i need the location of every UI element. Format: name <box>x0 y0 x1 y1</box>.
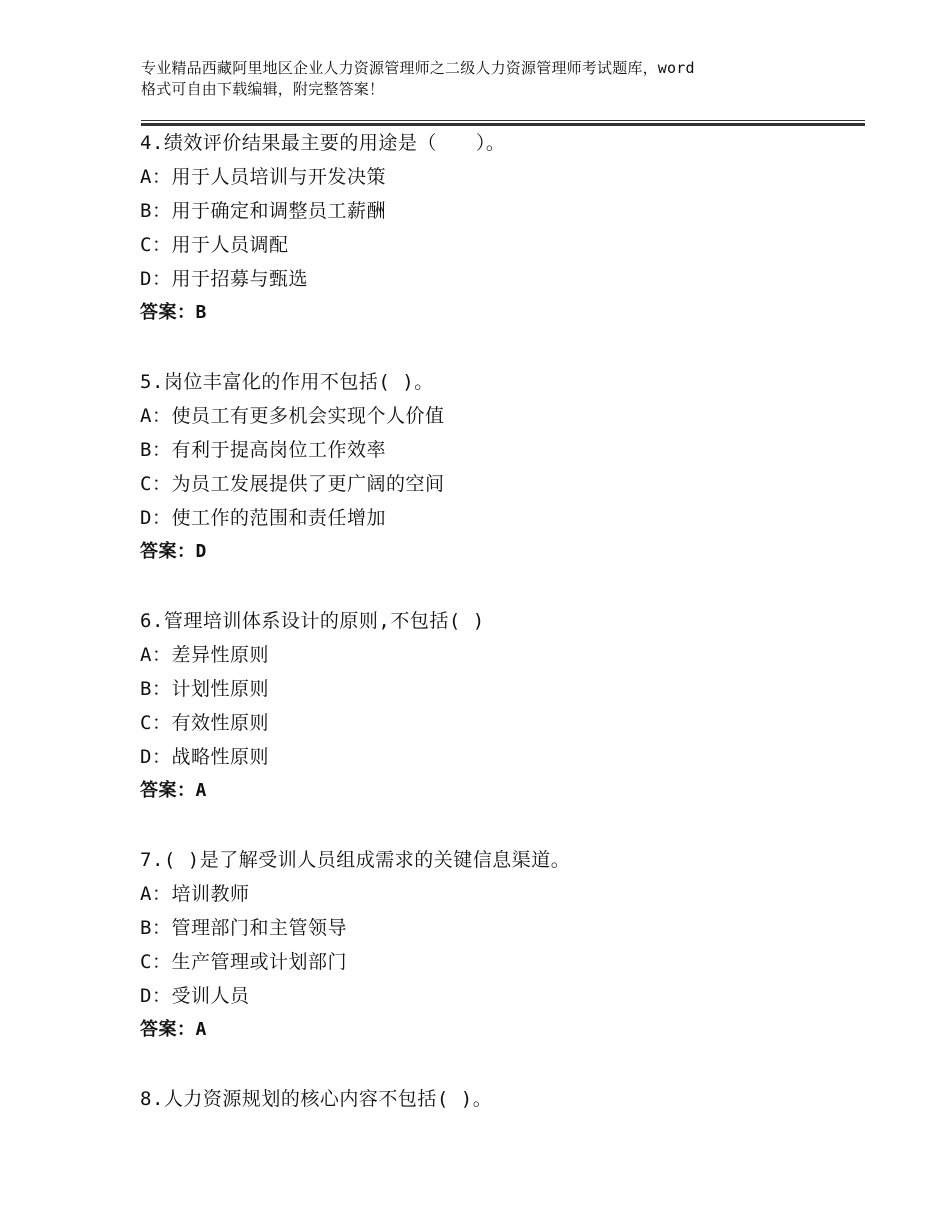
question-stem: 5.岗位丰富化的作用不包括( )。 <box>140 371 434 393</box>
answer-line <box>140 1013 860 1047</box>
option-c: C：用于人员调配 <box>140 234 289 256</box>
option-b: B：管理部门和主管领导 <box>140 917 347 939</box>
option-a: A：使员工有更多机会实现个人价值 <box>140 405 445 427</box>
answer-label: 答案： <box>140 1019 196 1040</box>
option-a: A：差异性原则 <box>140 644 269 666</box>
question-6 <box>140 604 860 808</box>
question-stem: 7.( )是了解受训人员组成需求的关键信息渠道。 <box>140 849 571 871</box>
option-c: C：有效性原则 <box>140 712 269 734</box>
option-a: A：用于人员培训与开发决策 <box>140 166 386 188</box>
answer-value: A <box>195 780 207 801</box>
answer-label: 答案： <box>140 780 196 801</box>
option-b: B：有利于提高岗位工作效率 <box>140 439 386 461</box>
answer-label: 答案： <box>140 541 196 562</box>
answer-value: A <box>195 1019 207 1040</box>
option-d: D：受训人员 <box>140 985 250 1007</box>
option-d: D：使工作的范围和责任增加 <box>140 507 386 529</box>
header-divider-thin <box>141 120 865 121</box>
answer-line <box>140 296 860 330</box>
question-stem: 6.管理培训体系设计的原则,不包括( ) <box>140 610 485 632</box>
header-line-2: 格式可自由下载编辑，附完整答案！ <box>141 80 385 98</box>
question-4 <box>140 126 860 330</box>
question-stem: 8.人力资源规划的核心内容不包括( )。 <box>140 1088 493 1110</box>
document-header <box>141 58 841 100</box>
answer-line <box>140 774 860 808</box>
question-stem: 4.绩效评价结果最主要的用途是（ ）。 <box>140 132 506 154</box>
option-c: C：生产管理或计划部门 <box>140 951 347 973</box>
answer-value: D <box>195 541 207 562</box>
option-b: B：用于确定和调整员工薪酬 <box>140 200 386 222</box>
option-a: A：培训教师 <box>140 883 250 905</box>
answer-label: 答案： <box>140 302 196 323</box>
question-8 <box>140 1082 860 1116</box>
option-d: D：用于招募与甄选 <box>140 268 308 290</box>
answer-value: B <box>195 302 207 323</box>
option-d: D：战略性原则 <box>140 746 269 768</box>
answer-line <box>140 535 860 569</box>
header-line-1: 专业精品西藏阿里地区企业人力资源管理师之二级人力资源管理师考试题库，word <box>141 59 695 77</box>
question-7 <box>140 843 860 1047</box>
question-5 <box>140 365 860 569</box>
option-b: B：计划性原则 <box>140 678 269 700</box>
option-c: C：为员工发展提供了更广阔的空间 <box>140 473 445 495</box>
